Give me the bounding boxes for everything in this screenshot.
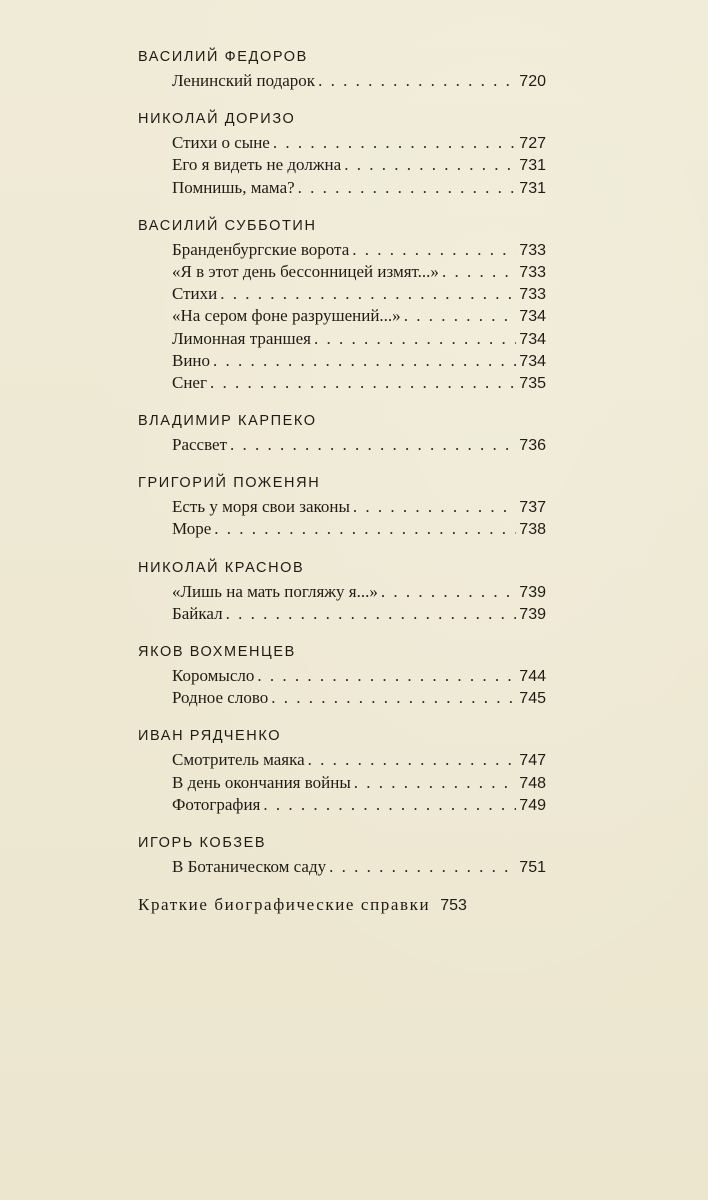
- entry-title: «Лишь на мать погляжу я...»: [172, 581, 378, 601]
- toc-entry: [172, 70, 546, 92]
- entry-title: Смотритель маяка: [172, 750, 305, 770]
- dot-leader: [344, 154, 516, 176]
- toc-section: [138, 557, 546, 625]
- toc-entry: [172, 856, 546, 878]
- toc-entry: [172, 496, 546, 518]
- toc-entry: [172, 518, 546, 540]
- page-number: 733: [519, 286, 546, 304]
- page-number: 734: [519, 352, 546, 370]
- toc-entry: [172, 772, 546, 794]
- page-number: 731: [519, 157, 546, 175]
- dot-leader: [442, 261, 516, 283]
- page-number: 744: [519, 668, 546, 685]
- page-number: 733: [519, 263, 546, 281]
- dot-leader: [314, 328, 516, 350]
- toc-entry: [172, 305, 546, 327]
- page-number: 739: [519, 605, 546, 623]
- bio-page-number: 753: [440, 897, 467, 915]
- toc-entry: [172, 132, 546, 154]
- dot-leader: [308, 749, 517, 771]
- dot-leader: [220, 283, 516, 305]
- dot-leader: [404, 305, 517, 327]
- author-name: ИВАН РЯДЧЕНКО: [138, 728, 282, 745]
- toc-section: [138, 641, 546, 709]
- author-name: ИГОРЬ КОБЗЕВ: [138, 834, 267, 851]
- dot-leader: [263, 794, 516, 816]
- dot-leader: [210, 372, 516, 394]
- entry-title: Помнишь, мама?: [172, 177, 295, 197]
- bio-entry: [138, 894, 546, 917]
- dot-leader: [226, 603, 517, 625]
- toc-entry: [172, 177, 546, 199]
- toc-entry: [172, 687, 546, 709]
- dot-leader: [257, 665, 516, 687]
- entry-title: «На сером фоне разрушений...»: [172, 306, 401, 326]
- bio-title: Краткие биографические справки: [138, 895, 431, 915]
- page-number: 737: [519, 499, 546, 517]
- entry-title: Рассвет: [172, 435, 227, 455]
- entry-title: Коромысло: [172, 666, 255, 685]
- page-number: 727: [519, 135, 546, 153]
- entry-title: Родное слово: [172, 688, 269, 708]
- toc-section: [138, 472, 546, 540]
- dot-leader: [271, 687, 516, 709]
- dot-leader: [318, 70, 516, 92]
- dot-leader: [352, 239, 516, 261]
- toc-entry: [172, 665, 546, 687]
- page-number: 734: [519, 308, 546, 326]
- author-name: ВАСИЛИЙ ФЕДОРОВ: [138, 49, 308, 65]
- toc-entry: [172, 749, 546, 771]
- dot-leader: [273, 132, 516, 154]
- entry-title: Стихи: [172, 284, 218, 304]
- toc-entry: [172, 581, 546, 603]
- toc-entry: [172, 283, 546, 305]
- entry-title: Вино: [172, 350, 211, 370]
- toc-entry: [172, 372, 546, 394]
- dot-leader: [230, 434, 516, 456]
- dot-leader: [381, 581, 516, 603]
- toc-section: [138, 108, 546, 199]
- toc-entry: [172, 261, 546, 283]
- dot-leader: [329, 856, 516, 878]
- page-number: 720: [519, 73, 546, 90]
- page-number: 751: [519, 858, 546, 876]
- page-number: 747: [519, 752, 546, 770]
- author-name: НИКОЛАЙ ДОРИЗО: [138, 111, 296, 128]
- page-number: 738: [519, 521, 546, 539]
- page-number: 735: [519, 374, 546, 392]
- entry-title: «Я в этот день бессонницей измят...»: [172, 261, 439, 281]
- page-number: 734: [519, 330, 546, 348]
- toc-entry: [172, 434, 546, 456]
- page-number: 745: [519, 690, 546, 708]
- entry-title: В день окончания войны: [172, 772, 351, 792]
- toc-entry: [172, 350, 546, 372]
- page-number: 749: [519, 796, 546, 814]
- entry-title: Снег: [172, 372, 207, 392]
- toc-section: [138, 410, 546, 456]
- toc-section: [138, 46, 546, 92]
- entry-title: Его я видеть не должна: [172, 155, 342, 175]
- page-number: 731: [519, 179, 546, 197]
- author-name: ГРИГОРИЙ ПОЖЕНЯН: [138, 475, 321, 492]
- toc-section: [138, 725, 546, 816]
- toc-entry: [172, 328, 546, 350]
- page-number: 733: [519, 241, 546, 259]
- author-name: НИКОЛАЙ КРАСНОВ: [138, 559, 305, 576]
- author-name: ВЛАДИМИР КАРПЕКО: [138, 413, 317, 430]
- entry-title: Ленинский подарок: [172, 71, 316, 90]
- entry-title: Есть у моря свои законы: [172, 497, 350, 517]
- table-of-contents: [138, 46, 546, 917]
- toc-entry: [172, 239, 546, 261]
- page-number: 736: [519, 437, 546, 455]
- toc-section: [138, 832, 546, 878]
- entry-title: Лимонная траншея: [172, 328, 311, 348]
- entry-title: В Ботаническом саду: [172, 856, 327, 876]
- page-number: 748: [519, 774, 546, 792]
- dot-leader: [298, 177, 517, 199]
- toc-entry: [172, 603, 546, 625]
- dot-leader: [353, 496, 516, 518]
- entry-title: Бранденбургские ворота: [172, 239, 350, 259]
- author-name: ЯКОВ ВОХМЕНЦЕВ: [138, 644, 296, 660]
- entry-title: Море: [172, 519, 212, 539]
- page-number: 739: [519, 583, 546, 601]
- toc-entry: [172, 154, 546, 176]
- dot-leader: [214, 518, 516, 540]
- entry-title: Байкал: [172, 603, 223, 623]
- entry-title: Стихи о сыне: [172, 133, 270, 153]
- toc-entry: [172, 794, 546, 816]
- dot-leader: [354, 772, 517, 794]
- dot-leader: [213, 350, 516, 372]
- author-name: ВАСИЛИЙ СУББОТИН: [138, 217, 317, 234]
- toc-section: [138, 215, 546, 394]
- entry-title: Фотография: [172, 794, 261, 814]
